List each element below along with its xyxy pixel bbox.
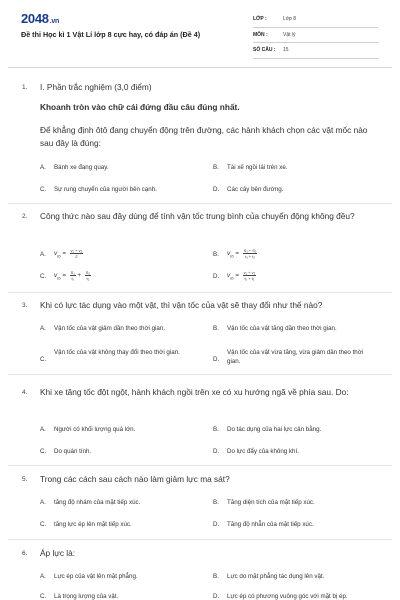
section-title: I. Phần trắc nghiệm (3,0 điểm) [40,82,152,92]
option-text: Tài xế ngồi lái trên xe. [227,164,288,171]
formula: $v_{tb}$ = $\frac{\text{v₁ + v₂}}{\text{t₁ + t₂}}$ [227,270,256,281]
question-text: Khi xe tăng tốc đột ngột, hành khách ngồi trên xe có xu hướng ngã về phía sau. Do: [40,387,349,397]
option-text: Các cây bên đường. [227,186,284,193]
option-letter: C. [40,593,47,600]
divider [8,203,392,204]
option-letter: B. [213,251,219,258]
option-text: Lực do mặt phẳng tác dụng lên vật. [227,573,325,580]
formula: $v_{tb}$ = $\frac{\text{v₁ + v₂}}{2}$ [54,248,83,259]
option-text: Do lực đẩy của không khí. [227,448,299,455]
formula-lhs: $v_{tb}$ [227,250,234,259]
question-number: 5. [22,476,28,483]
question-text: Để khẳng định ôtô đang chuyển động trên đường, các hành khách chọn các vật mốc nào sau đây là đúng: [40,125,368,148]
option-letter: B. [213,499,219,506]
option-letter: A. [40,325,46,332]
option-text: Vận tốc của vật tăng dần theo thời gian. [227,325,337,332]
option-text: tăng độ nhám của mặt tiếp xúc. [54,499,141,506]
option-letter: A. [40,164,46,171]
option-letter: C. [40,521,47,528]
option-letter: B. [213,164,219,171]
option-text: Người có khối lượng quá lớn. [54,426,136,433]
divider [8,374,392,375]
option-text: Sự rung chuyển của người bên cạnh. [54,186,157,193]
option-letter: D. [213,273,220,280]
option-letter: C. [40,273,47,280]
option-letter: D. [213,521,220,528]
divider [8,465,392,466]
logo-suffix: .vn [49,18,59,25]
site-logo[interactable] [21,11,59,26]
meta-label: SỐ CÂU : [253,47,276,53]
option-text: Lực ép của vật lên mặt phẳng. [54,573,138,580]
meta-row-subject [253,30,378,44]
fraction: $\frac{\text{S₁}}{\text{t₁}}$ [70,270,75,281]
formula-lhs: $v_{tb}$ [227,272,234,281]
option-letter: B. [213,573,219,580]
meta-row-count [253,45,378,59]
option-text: Là trọng lượng của vật. [54,593,119,600]
option-letter: D. [213,186,220,193]
option-text: Tăng diện tích của mặt tiếp xúc. [227,499,315,506]
divider [8,292,392,293]
fraction: $\frac{\text{S₂}}{\text{t₂}}$ [85,270,90,281]
formula-lhs: $v_{tb}$ [54,272,61,281]
question-number: 3. [22,302,28,309]
meta-label: MÔN : [253,31,268,38]
option-letter: A. [40,426,46,433]
option-text: Vận tốc của vật không thay đổi theo thời gian. [54,349,180,356]
page-header [0,0,400,67]
question-text: Áp lực là: [40,548,76,558]
question-number: 2. [22,213,28,220]
question-text: Công thức nào sau đây dùng để tính vận tốc trung bình của chuyển động không đều? [40,211,355,221]
fraction: $\frac{\text{v₁ + v₂}}{\text{t₁ + t₂}}$ [243,270,256,281]
question-number: 6. [22,550,28,557]
option-text: Vận tốc của vật vừa tăng, vừa giảm dần theo thời gian. [227,349,364,365]
option-text: Do tác dụng của hai lực cân bằng. [227,426,322,433]
option-letter: D. [213,593,220,600]
option-letter: C. [40,186,47,193]
question-text: Trong các cách sau cách nào làm giảm lực ma sát? [40,474,230,484]
meta-value: Lớp 8 [283,16,297,22]
meta-row-class [253,14,378,28]
page-title: Đề thi Học kì 1 Vật Lí lớp 8 cực hay, có đáp án (Đề 4) [21,30,201,39]
option-text: Tăng độ nhẵn của mặt tiếp xúc. [227,521,314,528]
option-letter: A. [40,251,46,258]
question-instruction: Khoanh tròn vào chữ cái đứng đầu câu đúng nhất. [40,102,240,112]
logo-main: 2048 [21,11,49,26]
option-letter: D. [213,356,220,363]
meta-label: LỚP : [253,16,267,22]
meta-value: 15 [283,47,289,53]
option-letter: A. [40,499,46,506]
option-letter: C. [40,448,47,455]
question-number: 4. [22,389,28,396]
option-letter: C. [40,356,47,363]
option-text: Lực ép có phương vuông góc với mặt bị ép. [227,593,348,600]
option-letter: B. [213,426,219,433]
meta-value: Vật lý [283,31,296,38]
divider [8,539,392,540]
fraction: $\frac{\text{v₁ + v₂}}{2}$ [70,248,83,259]
question-text: Khi có lực tác dụng vào một vật, thì vận tốc của vật sẽ thay đổi như thế nào? [40,300,323,310]
formula: $v_{tb}$ = $\frac{\text{S₁ + S₂}}{\text{t₁ + t₂}}$ [227,248,257,259]
fraction: $\frac{\text{S₁ + S₂}}{\text{t₁ + t₂}}$ [243,248,257,259]
option-text: Bánh xe đang quay. [54,164,109,171]
option-text: tăng lực ép lên mặt tiếp xúc. [54,521,132,528]
question-number: 1. [22,84,28,91]
option-text: Do quán tính. [54,448,92,455]
option-letter: D. [213,448,220,455]
formula-lhs: $v_{tb}$ [54,250,61,259]
option-letter: A. [40,573,46,580]
option-letter: B. [213,325,219,332]
formula: $v_{tb}$ = $\frac{\text{S₁}}{\text{t₁}}$ + $\frac{\text{S₂}}{\text{t₂}}$ [54,270,90,281]
meta-panel [253,14,378,61]
divider [8,67,392,68]
option-text: Vận tốc của vật giảm dần theo thời gian. [54,325,166,332]
